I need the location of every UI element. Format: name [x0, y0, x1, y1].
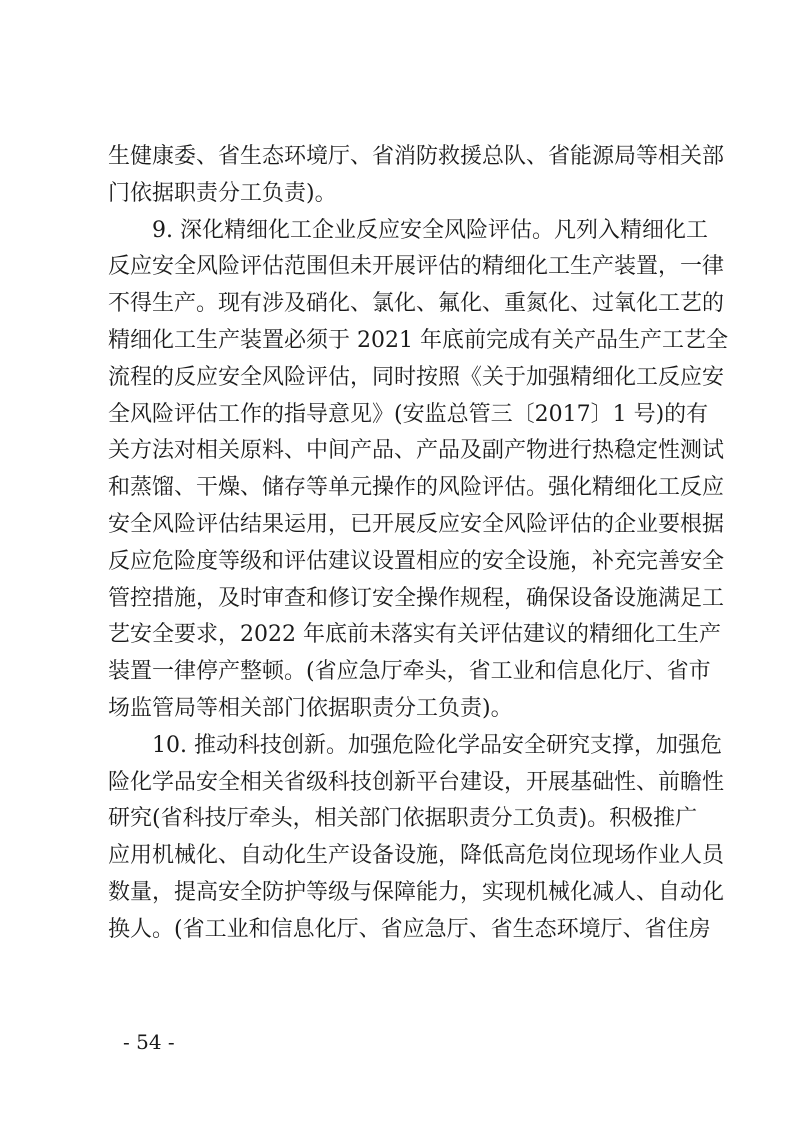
text-line: 研究(省科技厅牵头，相关部门依据职责分工负责)。积极推广 [108, 806, 698, 832]
text-line: 9. 深化精细化工企业反应安全风险评估。凡列入精细化工 [152, 217, 708, 243]
text-line: 装置一律停产整顿。(省应急厅牵头，省工业和信息化厅、省市 [108, 659, 711, 685]
document-body [108, 139, 728, 949]
text-line: 数量，提高安全防护等级与保障能力，实现机械化减人、自动化 [108, 879, 725, 905]
text-line: 关方法对相关原料、中间产品、产品及副产物进行热稳定性测试 [108, 438, 725, 464]
text-line: 管控措施，及时审查和修订安全操作规程，确保设备设施满足工 [108, 585, 725, 611]
text-line: 10. 推动科技创新。加强危险化学品安全研究支撑，加强危 [152, 732, 722, 758]
text-line: 艺安全要求，2022 年底前未落实有关评估建议的精细化工生产 [108, 622, 721, 648]
text-line: 安全风险评估结果运用，已开展反应安全风险评估的企业要根据 [108, 511, 725, 537]
text-line: 精细化工生产装置必须于 2021 年底前完成有关产品生产工艺全 [108, 327, 728, 353]
text-line: 换人。(省工业和信息化厅、省应急厅、省生态环境厅、省住房 [108, 916, 711, 942]
page-number: - 54 - [123, 1030, 175, 1054]
text-line: 险化学品安全相关省级科技创新平台建设，开展基础性、前瞻性 [108, 769, 725, 795]
text-line: 门依据职责分工负责)。 [108, 180, 337, 206]
text-line: 生健康委、省生态环境厅、省消防救援总队、省能源局等相关部 [108, 144, 725, 169]
text-line: 全风险评估工作的指导意见》(安监总管三〔2017〕1 号)的有 [108, 401, 709, 427]
text-line: 和蒸馏、干燥、储存等单元操作的风险评估。强化精细化工反应 [108, 475, 725, 501]
text-line: 反应危险度等级和评估建议设置相应的安全设施，补充完善安全 [108, 548, 725, 574]
text-line: 场监管局等相关部门依据职责分工负责)。 [108, 695, 513, 721]
text-line: 应用机械化、自动化生产设备设施，降低高危岗位现场作业人员 [108, 843, 725, 869]
text-line: 反应安全风险评估范围但未开展评估的精细化工生产装置，一律 [108, 254, 725, 280]
text-line: 流程的反应安全风险评估，同时按照《关于加强精细化工反应安 [108, 364, 725, 390]
text-line: 不得生产。现有涉及硝化、氯化、氟化、重氮化、过氧化工艺的 [108, 291, 725, 317]
